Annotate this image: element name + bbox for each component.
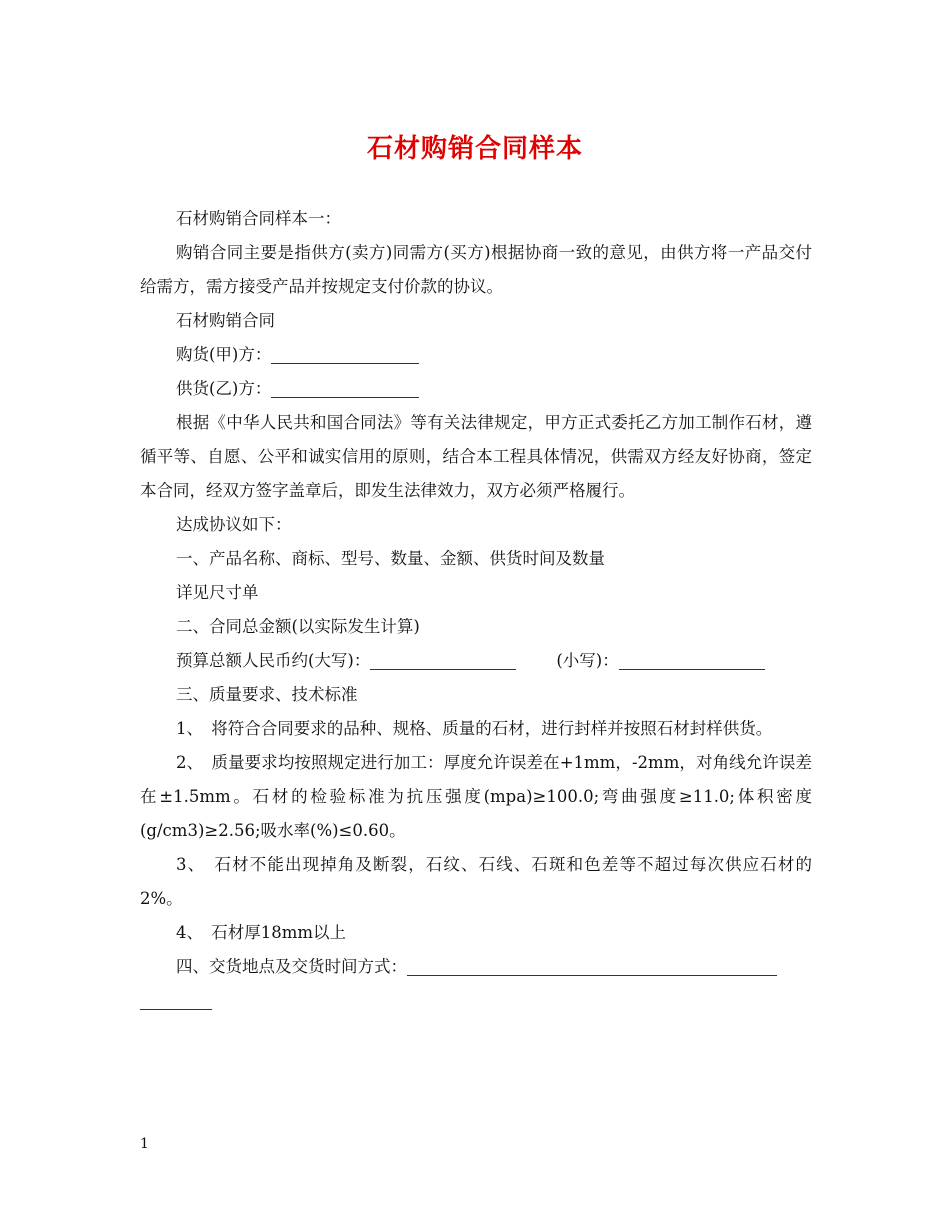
amount-upper-blank[interactable] (370, 649, 516, 670)
quality-item-1: 1、 将符合合同要求的品种、规格、质量的石材，进行封样并按照石材封样供货。 (176, 719, 773, 738)
amount-lower-label: (小写)： (556, 651, 619, 670)
seller-line (140, 372, 812, 406)
seller-blank[interactable] (271, 377, 419, 398)
buyer-blank[interactable] (271, 343, 419, 364)
document-body (140, 202, 812, 1018)
section-4-heading: 四、交货地点及交货时间方式： (176, 957, 407, 976)
section-4-line (140, 950, 812, 984)
delivery-blank-continued-line (140, 984, 812, 1018)
quality-item-3: 3、 石材不能出现掉角及断裂，石纹、石线、石斑和色差等不超过每次供应石材的2%。 (140, 855, 812, 908)
paragraph-definition: 购销合同主要是指供方(卖方)同需方(买方)根据协商一致的意见，由供方将一产品交付给需方，需方接受产品并按规定支付价款的协议。 (140, 243, 812, 296)
paragraph-intro: 石材购销合同样本一： (176, 209, 341, 228)
section-2-heading: 二、合同总金额(以实际发生计算) (176, 617, 420, 636)
seller-label: 供货(乙)方： (176, 379, 272, 398)
buyer-line (140, 338, 812, 372)
delivery-blank[interactable] (407, 955, 777, 976)
amount-lower-blank[interactable] (619, 649, 765, 670)
quality-item-4: 4、 石材厚18mm以上 (176, 923, 347, 942)
section-1-detail: 详见尺寸单 (176, 583, 259, 602)
delivery-blank-continued[interactable] (140, 989, 212, 1010)
paragraph-agreement: 达成协议如下： (176, 515, 292, 534)
paragraph-legal-basis: 根据《中华人民共和国合同法》等有关法律规定，甲方正式委托乙方加工制作石材，遵循平等、自愿、公平和诚实信用的原则，结合本工程具体情况，供需双方经友好协商，签定本合同，经双方签字盖章后，即发生法律效力，双方必须严格履行。 (140, 413, 812, 500)
amount-line (140, 644, 812, 678)
quality-item-2: 2、 质量要求均按照规定进行加工：厚度允许误差在+1mm，-2mm，对角线允许误差在±1.5mm。石材的检验标准为抗压强度(mpa)≥100.0;弯曲强度≥11.0;体积密度(g/cm3)≥2.56;吸水率(%)≤0.60。 (140, 753, 812, 840)
document-title: 石材购销合同样本 (366, 134, 583, 164)
amount-upper-label: 预算总额人民币约(大写)： (176, 651, 371, 670)
page-number: 1 (140, 1136, 149, 1152)
paragraph-contract-name: 石材购销合同 (176, 311, 275, 330)
buyer-label: 购货(甲)方： (176, 345, 272, 364)
section-3-heading: 三、质量要求、技术标准 (176, 685, 358, 704)
section-1-heading: 一、产品名称、商标、型号、数量、金额、供货时间及数量 (176, 549, 605, 568)
